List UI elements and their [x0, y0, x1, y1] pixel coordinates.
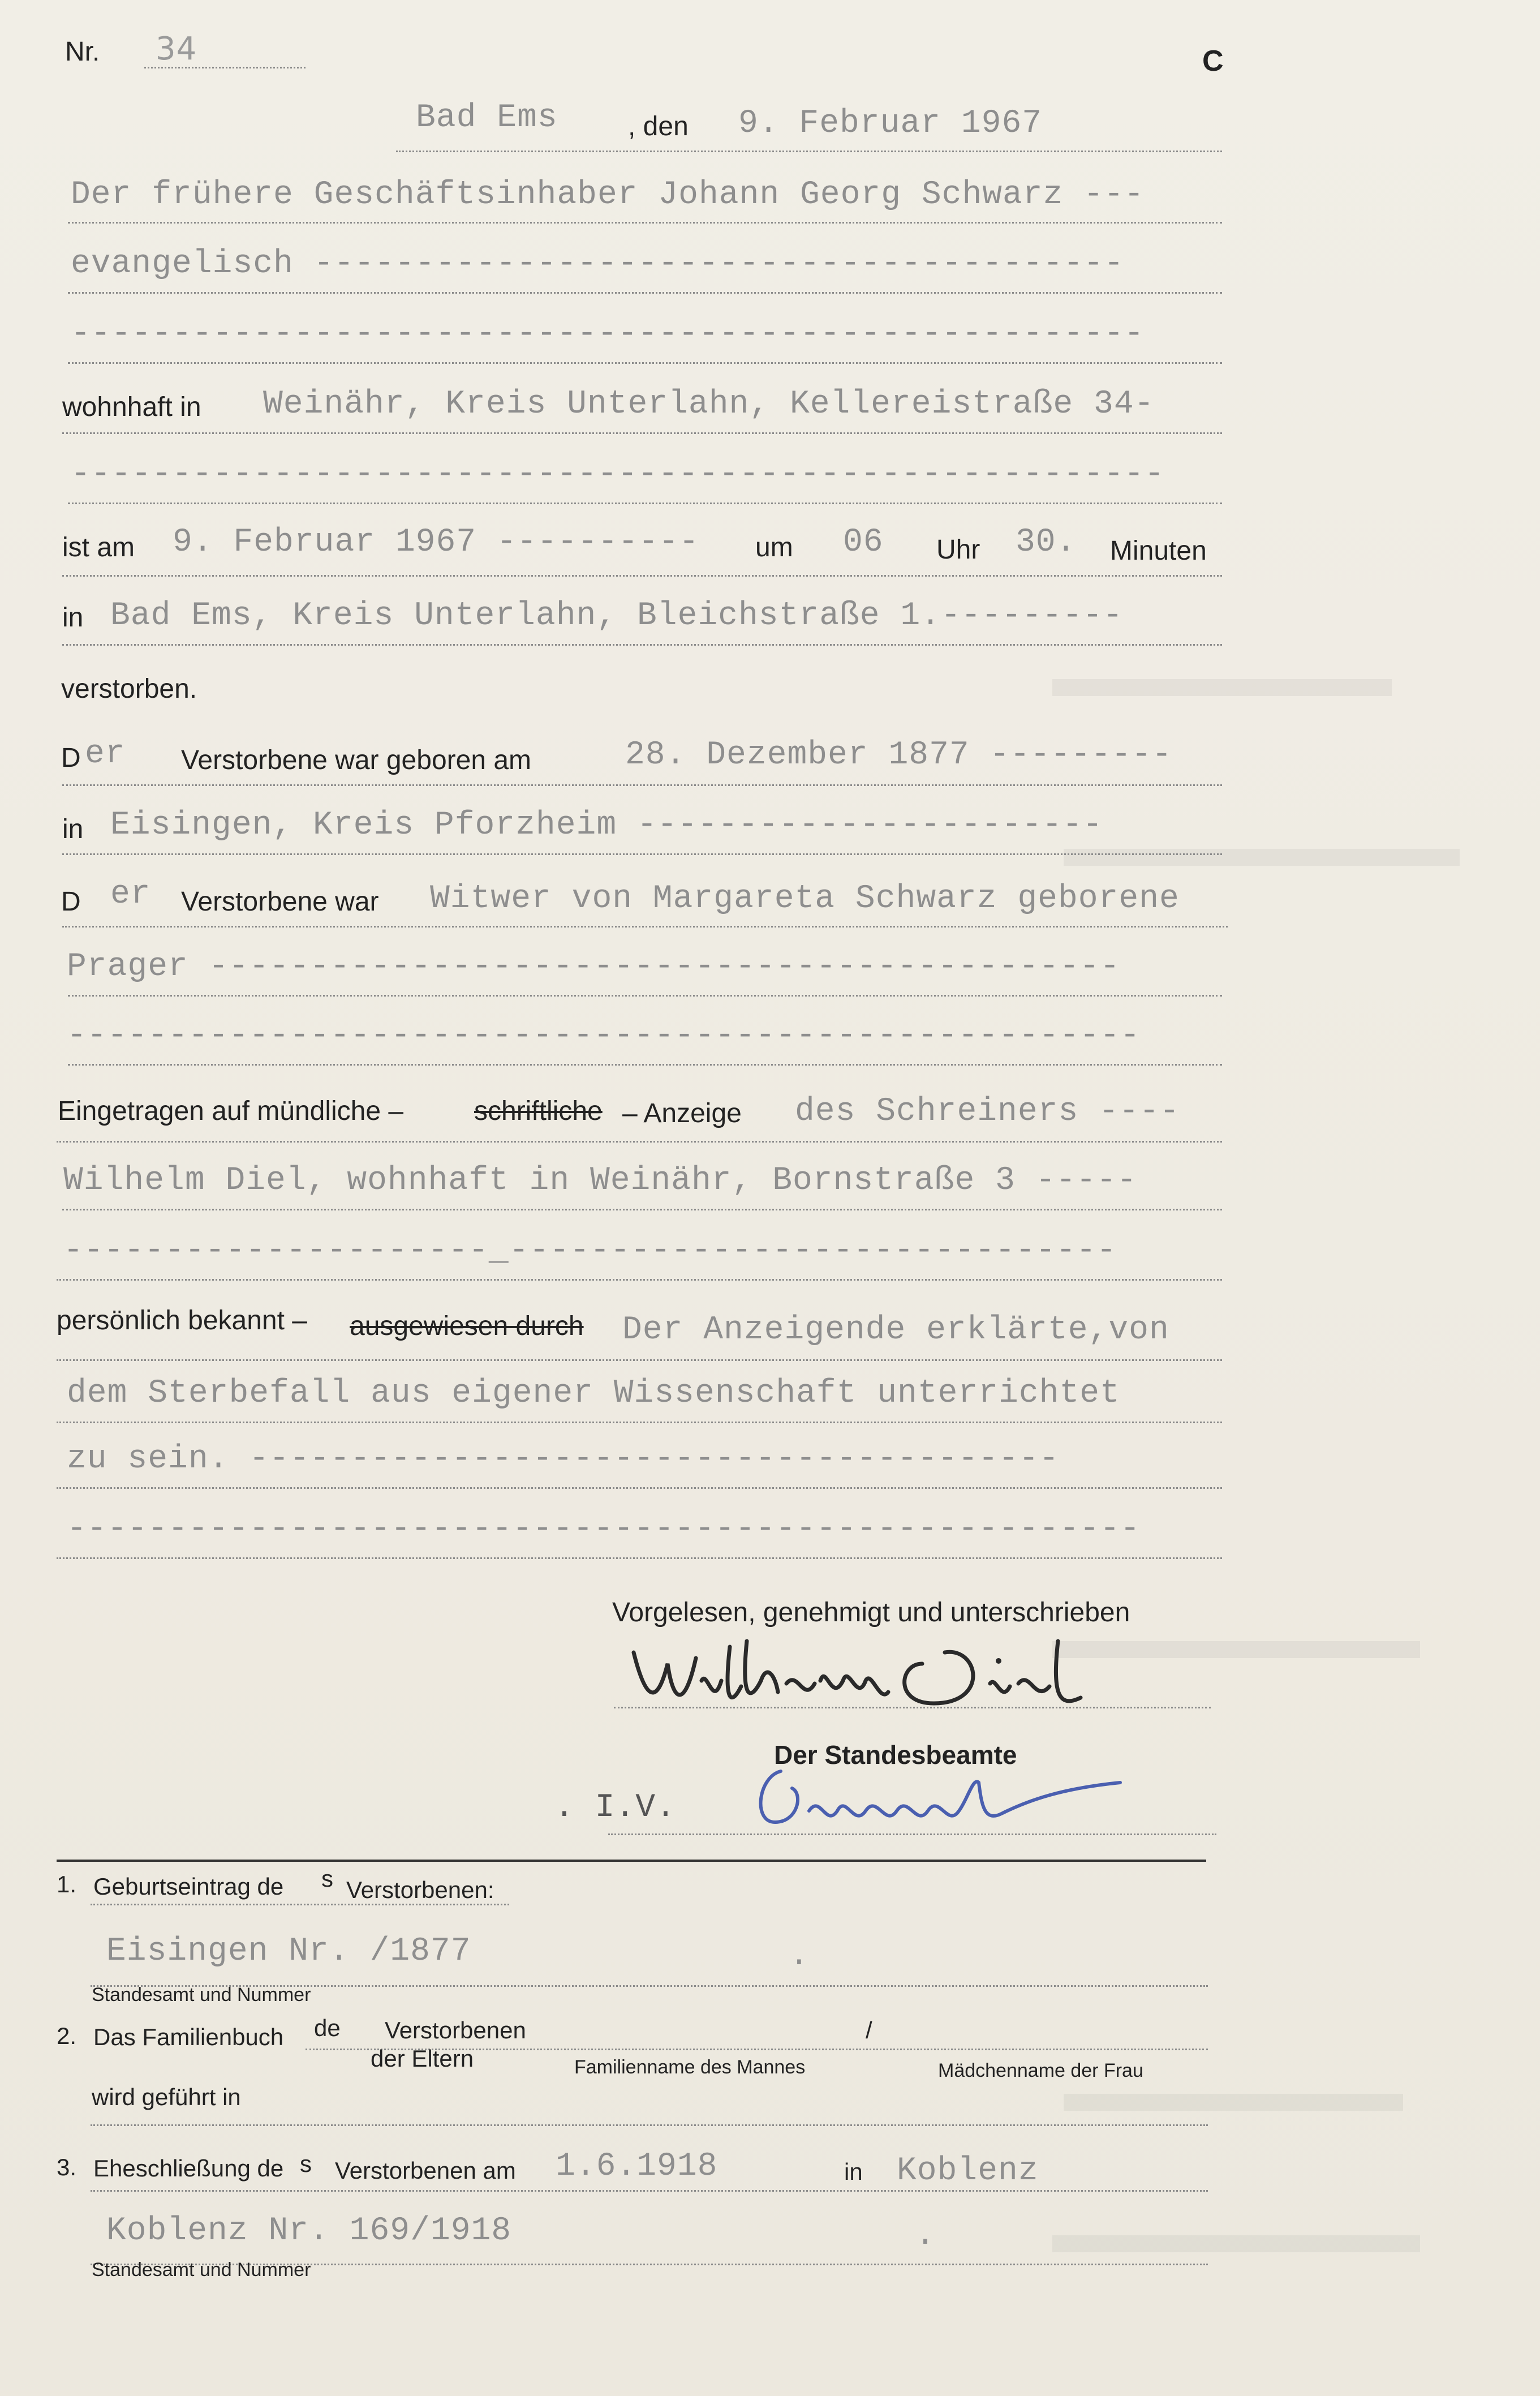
schriftliche-struck: schriftliche — [474, 1096, 603, 1126]
wohnhaft-label: wohnhaft in — [62, 392, 201, 422]
item3-in: in — [844, 2158, 863, 2185]
item1-value: Eisingen Nr. /1877 — [106, 1933, 471, 1970]
marital-war-label: Verstorbene war — [181, 887, 379, 917]
birth-d-suffix: er — [85, 736, 126, 772]
item3-label: Eheschließung de — [93, 2155, 284, 2182]
anzeige-label: – Anzeige — [622, 1098, 742, 1128]
eingetragen-label: Eingetragen auf mündliche – — [58, 1096, 404, 1126]
uhr-label: Uhr — [936, 535, 980, 565]
blank-dash-1: ----------------------------------------------------- — [71, 316, 1145, 353]
item3-dot: . — [915, 2217, 936, 2254]
death-hour-value: 06 — [843, 524, 884, 561]
statement-line-1: Der Anzeigende erklärte,von — [622, 1312, 1169, 1349]
item2-label: Das Familienbuch — [93, 2024, 284, 2050]
address-dash: ------------------------------------------------------ — [71, 456, 1165, 493]
item2-slash: / — [866, 2017, 872, 2043]
item3-sup: s — [300, 2150, 312, 2177]
item3-line — [91, 2190, 1208, 2192]
um-label: um — [755, 533, 793, 562]
maiden-value: Prager --------------------------------------------- — [67, 948, 1120, 985]
death-in-label: in — [62, 603, 84, 633]
item2-gefuehrt: wird geführt in — [92, 2084, 241, 2110]
statement-line-2: dem Sterbefall aus eigener Wissenschaft unterrichtet — [67, 1375, 1120, 1412]
den-label: , den — [628, 111, 689, 141]
item3-number: 3. — [57, 2154, 77, 2180]
item3-value: Koblenz Nr. 169/1918 — [106, 2213, 512, 2249]
item1-label-2: Verstorbenen: — [346, 1877, 494, 1903]
place-value: Bad Ems — [416, 100, 558, 136]
marital-d-suffix: er — [110, 876, 151, 913]
nr-value: 34 — [156, 31, 197, 67]
death-place-value: Bad Ems, Kreis Unterlahn, Bleichstraße 1.--------- — [110, 598, 1124, 634]
nr-underline — [144, 67, 306, 68]
item2-de: de — [314, 2015, 341, 2041]
date-value: 9. Februar 1967 — [738, 105, 1043, 142]
marital-d-label: D — [61, 887, 81, 917]
statement-line-3: zu sein. ---------------------------------------- — [67, 1441, 1060, 1478]
item2-verstorbenen: Verstorbenen — [385, 2017, 526, 2043]
informant-blank-dash: ---------------------_------------------------------ — [63, 1233, 1117, 1269]
item1-label-underline — [91, 1904, 509, 1905]
item1-label: Geburtseintrag de — [93, 1873, 284, 1900]
statement-blank-dash: ----------------------------------------------------- — [67, 1511, 1141, 1548]
minuten-label: Minuten — [1110, 536, 1207, 566]
item3-date: 1.6.1918 — [556, 2148, 718, 2185]
item2-eltern: der Eltern — [371, 2045, 474, 2072]
birth-place-value: Eisingen, Kreis Pforzheim ----------------------- — [110, 807, 1103, 844]
nr-label: Nr. — [65, 37, 100, 67]
item1-number: 1. — [57, 1871, 77, 1897]
deceased-name: Der frühere Geschäftsinhaber Johann Georg Schwarz --- — [71, 177, 1145, 213]
item2-gefuehrt-line — [91, 2124, 1208, 2126]
item3-label-2: Verstorbenen am — [335, 2157, 516, 2184]
informant-signature-line — [614, 1675, 1211, 1708]
vorgelesen-label: Vorgelesen, genehmigt und unterschrieben — [612, 1598, 1130, 1628]
item1-dot: . — [789, 1938, 810, 1974]
item2-number: 2. — [57, 2023, 77, 2049]
item3-place: Koblenz — [897, 2153, 1039, 2189]
verstorben-label: verstorben. — [61, 674, 197, 704]
item1-caption: Standesamt und Nummer — [92, 1984, 311, 2006]
religion-value: evangelisch ---------------------------------------- — [71, 246, 1124, 282]
official-signature-line — [608, 1802, 1216, 1835]
informant-of-value: des Schreiners ---- — [795, 1093, 1180, 1130]
item1-sup: s — [321, 1865, 333, 1892]
birth-date-value: 28. Dezember 1877 --------- — [625, 737, 1172, 774]
ist-am-label: ist am — [62, 533, 135, 562]
iv-label: . I.V. — [554, 1789, 676, 1826]
corner-letter: C — [1202, 45, 1224, 78]
item2-maedchenname-caption: Mädchenname der Frau — [938, 2060, 1143, 2081]
section-rule — [57, 1860, 1206, 1862]
birth-d-label: D — [61, 743, 81, 773]
item2-familienname-caption: Familienname des Mannes — [574, 2056, 806, 2078]
informant-name-value: Wilhelm Diel, wohnhaft in Weinähr, Bornstraße 3 ----- — [63, 1162, 1137, 1199]
address-value: Weinähr, Kreis Unterlahn, Kellereistraße 34- — [263, 386, 1155, 423]
birth-in-label: in — [62, 814, 84, 844]
death-date-value: 9. Februar 1967 ---------- — [173, 524, 699, 561]
item3-caption: Standesamt und Nummer — [92, 2259, 311, 2281]
marital-status-value: Witwer von Margareta Schwarz geborene — [430, 881, 1180, 917]
marital-blank-dash: ----------------------------------------------------- — [67, 1017, 1141, 1054]
ausgewiesen-struck: ausgewiesen durch — [350, 1311, 584, 1341]
standesbeamte-label: Der Standesbeamte — [774, 1740, 1017, 1770]
bekannt-label: persönlich bekannt – — [57, 1306, 307, 1336]
death-minute-value: 30. — [1016, 524, 1077, 561]
geboren-label: Verstorbene war geboren am — [181, 745, 532, 775]
